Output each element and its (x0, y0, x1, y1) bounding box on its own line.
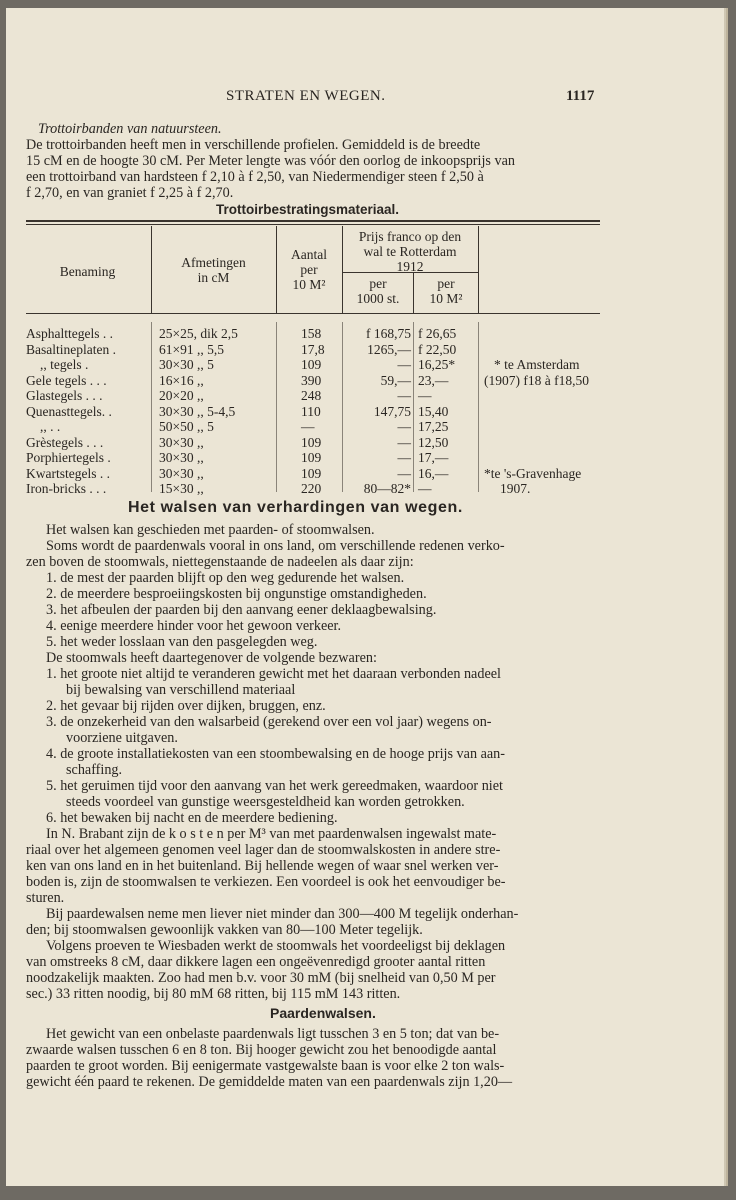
th-prijs: wal te Rotterdam (363, 244, 457, 259)
table-top-rule (26, 220, 600, 222)
cell-per-1000: — (397, 465, 411, 481)
cell-per-1000: 1265,— (367, 341, 411, 357)
bezwaar-item: 4. de groote installatiekosten van een stoombewalsing en de hooge prijs van aan- (46, 746, 505, 762)
intro-line: 15 cM en de hoogte 30 cM. Per Meter lengte was vóór den oorlog de inkoopsprijs van (26, 153, 515, 169)
cell-per-1000: 59,— (380, 372, 411, 388)
walsen-closing-line: Bij paardewalsen neme men liever niet minder dan 300—400 M tegelijk onderhan- (46, 906, 519, 922)
cell-note: (1907) f18 à f18,50 (484, 372, 589, 388)
cell-afmetingen: 50×50 ,, 5 (159, 419, 214, 434)
walsen-closing-line: boden is, zijn de stoomwalsen te verkiezen. Een voordeel is ook het eenvoudiger be- (26, 874, 506, 890)
cell-per-1000: — (397, 419, 411, 434)
cell-per-1000: — (397, 434, 411, 450)
cell-per-1000: 80—82* (363, 481, 411, 496)
cell-per-10m: f 22,50 (418, 341, 457, 357)
cell-per-10m: 23,— (418, 372, 449, 388)
bezwaren-intro: De stoomwals heeft daartegenover de volgende bezwaren: (46, 650, 377, 666)
cell-note: 1907. (500, 481, 531, 496)
cell-aantal: 109 (301, 450, 322, 465)
cell-name: Gele tegels . . . (26, 372, 107, 388)
cell-aantal: 110 (301, 403, 321, 419)
table-row (26, 466, 626, 482)
cell-per-1000: 147,75 (373, 403, 411, 419)
th-aantal: 10 M² (292, 277, 326, 292)
table-row (26, 435, 626, 451)
cell-per-10m: 17,— (418, 450, 449, 465)
cell-per-10m: 12,50 (418, 434, 449, 450)
cell-aantal: 248 (301, 388, 322, 403)
cell-name: ,, . . (40, 419, 61, 434)
running-header-title: STRATEN EN WEGEN. (226, 88, 386, 104)
intro-subtitle: Trottoirbanden van natuursteen. (38, 121, 222, 137)
th-per-1000: 1000 st. (356, 291, 400, 306)
walsen-closing-line: In N. Brabant zijn de k o s t e n per M³ van met paardenwalsen ingewalst mate- (46, 826, 497, 842)
walsen-closing-line: van omstreeks 8 cM, daar dikkere lagen een ongeëvenredigd grooter aantal ritten (26, 954, 486, 970)
table-row (26, 326, 626, 342)
cell-per-1000: — (397, 450, 411, 465)
bezwaar-item: 2. het gevaar bij rijden over dijken, bruggen, enz. (46, 698, 326, 714)
bezwaar-item-cont: bij bewalsing van verschillend materiaal (66, 682, 296, 698)
th-per-10m: 10 M² (429, 291, 463, 306)
table-header-rule (26, 313, 600, 314)
table-row (26, 388, 626, 404)
walsen-closing-line: den; bij stoomwalsen gewoonlijk vakken van 80—100 Meter tegelijk. (26, 922, 423, 938)
walsen-intro-line: zen boven de stoomwals, niettegenstaande de nadeelen als daar zijn: (26, 554, 414, 570)
bezwaar-item: 1. het groote niet altijd te veranderen gewicht met het daaraan verbonden nadeel (46, 666, 501, 682)
cell-name: Glastegels . . . (26, 388, 103, 403)
cell-aantal: 220 (301, 481, 322, 496)
bezwaar-item-cont: voorziene uitgaven. (66, 730, 178, 746)
cell-name: Kwartstegels . . (26, 465, 110, 481)
walsen-closing-line: Volgens proeven te Wiesbaden werkt de stoomwals het voordeeligst bij deklagen (46, 938, 506, 954)
table-row (26, 404, 626, 420)
walsen-intro-line: Het walsen kan geschieden met paarden- of stoomwalsen. (46, 522, 375, 538)
cell-afmetingen: 30×30 ,, 5-4,5 (159, 403, 236, 419)
table-title: Trottoirbestratingsmateriaal. (216, 202, 400, 217)
cell-note: *te 's-Gravenhage (484, 465, 582, 481)
paardenwalsen-line: gewicht één paard te rekenen. De gemiddelde maten van een paardenwals zijn 1,20— (26, 1074, 513, 1090)
cell-afmetingen: 20×20 ,, (159, 388, 204, 403)
intro-line: De trottoirbanden heeft men in verschillende profielen. Gemiddeld is de breedte (26, 137, 481, 153)
cell-afmetingen: 30×30 ,, 5 (159, 357, 214, 372)
cell-per-1000: — (397, 357, 411, 372)
walsen-closing-line: noodzakelijk maakten. Zoo had men b.v. voor 30 mM (bij snelheid van 0,50 M per (26, 970, 496, 986)
bezwaar-item-cont: steeds voordeel van gunstige weersgesteldheid kan worden getrokken. (66, 794, 465, 810)
walsen-closing-line: sec.) 33 ritten noodig, bij 80 mM 68 ritten, bij 115 mM 143 ritten. (26, 986, 401, 1002)
cell-note: * te Amsterdam (494, 357, 580, 372)
th-aantal: per (300, 262, 318, 277)
th-prijs-year: 1912 (396, 259, 424, 274)
th-benaming: Benaming (59, 264, 116, 279)
cell-afmetingen: 61×91 ,, 5,5 (159, 341, 224, 357)
cell-afmetingen: 30×30 ,, (159, 434, 204, 450)
paardenwalsen-line: paarden te groot worden. Bij eenigermate vastgewalste baan is voor elke 2 ton wals- (26, 1058, 505, 1074)
paardenwalsen-line: Het gewicht van een onbelaste paardenwals ligt tusschen 3 en 5 ton; dat van be- (46, 1026, 500, 1042)
cell-aantal: 109 (301, 357, 322, 372)
cell-per-10m: 15,40 (418, 403, 449, 419)
table-top-rule-thin (26, 224, 600, 225)
cell-name: Quenasttegels. . (26, 403, 112, 419)
section-title-paardenwalsen: Paardenwalsen. (270, 1005, 376, 1021)
cell-per-10m: — (418, 388, 432, 403)
cell-afmetingen: 30×30 ,, (159, 450, 204, 465)
th-afmetingen: Afmetingen (181, 255, 246, 270)
cell-aantal: 17,8 (301, 341, 325, 357)
nadeel-item: 2. de meerdere besproeiingskosten bij ongunstige omstandigheden. (46, 586, 427, 602)
cell-per-1000: — (397, 388, 411, 403)
cell-per-10m: 16,25* (418, 357, 456, 372)
cell-aantal: 390 (301, 372, 322, 388)
cell-name: Asphalttegels . . (26, 326, 113, 341)
paardenwalsen-line: zwaarde walsen tusschen 6 en 8 ton. Bij hooger gewicht zou het benoodigde aantal (26, 1042, 497, 1058)
cell-name: Porphiertegels . (26, 450, 111, 465)
walsen-intro-line: Soms wordt de paardenwals vooral in ons land, om verschillende redenen verko- (46, 538, 505, 554)
table-row (26, 357, 626, 373)
table-row (26, 450, 626, 466)
cell-aantal: 109 (301, 465, 322, 481)
cell-per-1000: f 168,75 (366, 326, 411, 341)
th-afmetingen-unit: in cM (197, 270, 230, 285)
table-row (26, 373, 626, 389)
table-col-divider (478, 226, 479, 313)
nadeel-item: 1. de mest der paarden blijft op den weg gedurende het walsen. (46, 570, 405, 586)
bezwaar-item: 6. het bewaken bij nacht en de meerdere bediening. (46, 810, 338, 826)
nadeel-item: 3. het afbeulen der paarden bij den aanvang eener deklaagbewalsing. (46, 602, 437, 618)
table-row (26, 342, 626, 358)
th-prijs: Prijs franco op den (358, 229, 462, 244)
bezwaar-item-cont: schaffing. (66, 762, 123, 778)
intro-line: een trottoirband van hardsteen f 2,10 à f 2,50, van Niedermendiger steen f 2,50 à (26, 169, 484, 185)
table-row (26, 481, 626, 497)
cell-per-10m: f 26,65 (418, 326, 457, 341)
cell-aantal: 109 (301, 434, 322, 450)
cell-afmetingen: 25×25, dik 2,5 (159, 326, 238, 341)
th-per-10m: per (437, 276, 455, 291)
cell-name: Basaltineplaten . (26, 341, 116, 357)
cell-name: Grèstegels . . . (26, 434, 104, 450)
cell-per-10m: 17,25 (418, 419, 449, 434)
nadeel-item: 4. eenige meerdere hinder voor het gewoon verkeer. (46, 618, 342, 634)
table-col-divider (151, 226, 152, 313)
table-col-divider (276, 226, 277, 313)
cell-per-10m: 16,— (418, 465, 449, 481)
page-number: 1117 (566, 88, 595, 104)
cell-per-10m: — (418, 481, 432, 496)
th-per-1000: per (369, 276, 387, 291)
cell-aantal: 158 (301, 326, 322, 341)
walsen-closing-line: ken van ons land en in het buitenland. Bij hellende wegen of waar snel werken ver- (26, 858, 499, 874)
cell-name: ,, tegels . (40, 357, 89, 372)
cell-aantal: — (301, 419, 315, 434)
th-aantal: Aantal (291, 247, 327, 262)
bezwaar-item: 5. het geruimen tijd voor den aanvang van het werk gereedmaken, waardoor niet (46, 778, 503, 794)
cell-afmetingen: 15×30 ,, (159, 481, 204, 496)
bezwaar-item: 3. de onzekerheid van den walsarbeid (gerekend over een vol jaar) wegens on- (46, 714, 492, 730)
walsen-closing-line: riaal over het algemeen genomen veel lager dan de stoomwalskosten in andere stre- (26, 842, 501, 858)
section-title-walsen: Het walsen van verhardingen van wegen. (128, 499, 463, 516)
table-row (26, 419, 626, 435)
cell-afmetingen: 30×30 ,, (159, 465, 204, 481)
walsen-closing-line: sturen. (26, 890, 65, 906)
cell-name: Iron-bricks . . . (26, 481, 107, 496)
cell-afmetingen: 16×16 ,, (159, 372, 204, 388)
nadeel-item: 5. het weder losslaan van den pasgelegden weg. (46, 634, 318, 650)
intro-line: f 2,70, en van graniet f 2,25 à f 2,70. (26, 185, 234, 201)
